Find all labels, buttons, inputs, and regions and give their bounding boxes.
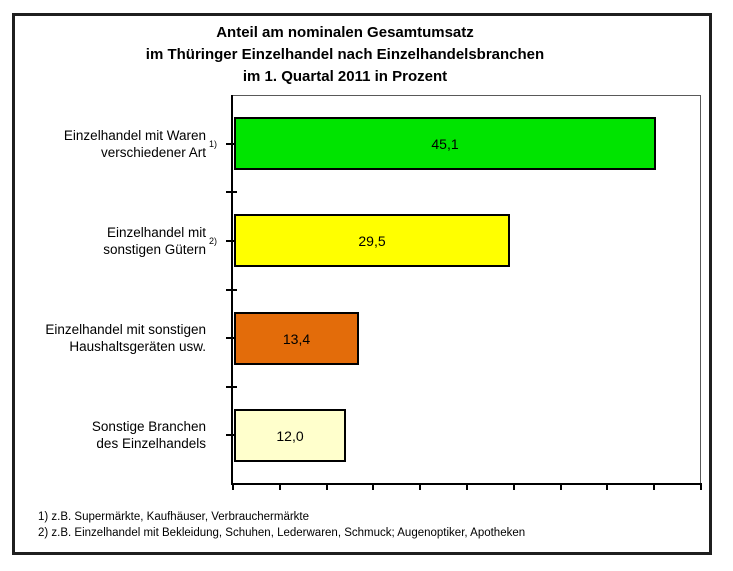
chart-title-line1: Anteil am nominalen Gesamtumsatz [216,24,474,41]
x-axis-tick [326,483,328,490]
x-axis-tick [606,483,608,490]
category-label-line1: Einzelhandel mit Waren [63,128,206,143]
bar-einzelhandel-waren [234,117,656,170]
y-axis-tick [226,386,237,388]
chart-title-line2: im Thüringer Einzelhandel nach Einzelhandelsbranchen [145,46,545,63]
bar-value-label: 13,4 [282,330,311,347]
category-label-line1: Sonstige Branchen [91,419,206,434]
category-label-line1: Einzelhandel mit sonstigen [45,322,206,337]
category-label-haushaltsgeraete [6,321,206,355]
footnote-2: 2) z.B. Einzelhandel mit Bekleidung, Schuhen, Lederwaren, Schmuck; Augenoptiker, Apotheken [38,526,526,539]
x-axis-tick [232,483,234,490]
y-axis-tick [226,191,237,193]
bar-sonstige-gueter [234,214,510,267]
category-label-line2: sonstigen Gütern [103,242,206,257]
x-axis-tick [466,483,468,490]
footnote-marker-2: 2) [209,236,218,246]
footnotes [38,510,525,541]
bar-value-label: 29,5 [358,232,386,249]
y-axis-tick [226,289,237,291]
category-label-einzelhandel-waren [6,127,218,161]
bar-value-label: 45,1 [431,135,459,152]
footnote-marker-1: 1) [209,139,218,149]
x-axis-tick [419,483,421,490]
category-label-line1: Einzelhandel mit [106,225,206,240]
chart-title [15,22,675,88]
x-axis-tick [560,483,562,490]
x-axis-tick [700,483,702,490]
category-label-line2: verschiedener Art [100,145,206,160]
x-axis-tick [372,483,374,490]
x-axis-tick [513,483,515,490]
bar-sonstige-branchen [234,409,346,462]
footnote-1: 1) z.B. Supermärkte, Kaufhäuser, Verbrauchermärkte [38,511,310,523]
x-axis-tick [653,483,655,490]
category-label-sonstige-branchen [6,418,206,452]
category-label-sonstige-gueter [6,224,218,258]
category-label-line2: des Einzelhandels [96,436,206,451]
bar-value-label: 12,0 [276,427,304,444]
x-axis-tick [279,483,281,490]
chart-title-line3: im 1. Quartal 2011 in Prozent [242,68,448,85]
bar-haushaltsgeraete [234,312,359,365]
category-label-line2: Haushaltsgeräten usw. [69,339,206,354]
